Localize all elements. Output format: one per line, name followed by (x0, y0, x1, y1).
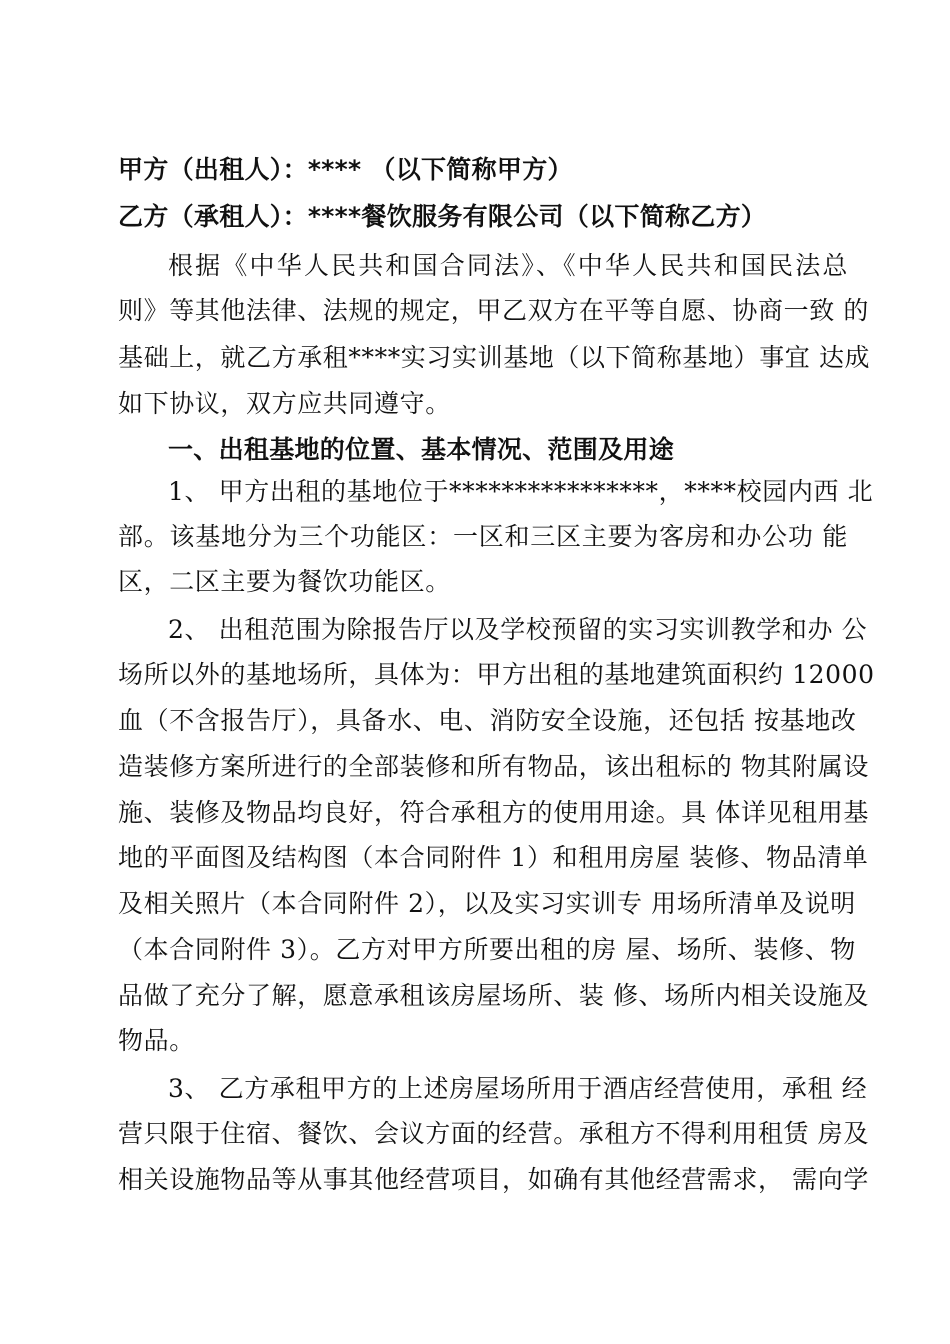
intro-line-3: 基础上，就乙方承租****实习实训基地（以下简称基地）事宜 达成 (118, 343, 871, 372)
item-2-line-2: 场所以外的基地场所，具体为：甲方出租的基地建筑面积约 12000 (118, 660, 875, 689)
item-2-line-5: 施、装修及物品均良好，符合承租方的使用用途。具 体详见租用基 (118, 798, 869, 827)
item-2-line-10: 物品。 (118, 1026, 195, 1055)
party-a-line: 甲方（出租人）：**** （以下简称甲方） (118, 155, 573, 184)
intro-line-2: 则》等其他法律、法规的规定，甲乙双方在平等自愿、协商一致 的 (118, 296, 869, 325)
intro-line-1: 根据《中华人民共和国合同法》、《中华人民共和国民法总 (168, 251, 848, 280)
item-2-line-6: 地的平面图及结构图（本合同附件 1）和租用房屋 装修、物品清单 (118, 843, 869, 872)
item-2-line-3: 血（不含报告厅），具备水、电、消防安全设施，还包括 按基地改 (118, 706, 857, 735)
party-b-line: 乙方（承租人）：****餐饮服务有限公司（以下简称乙方） (118, 202, 767, 231)
item-1-line-3: 区，二区主要为餐饮功能区。 (118, 567, 451, 596)
item-3-line-1: 3、 乙方承租甲方的上述房屋场所用于酒店经营使用，承租 经 (168, 1074, 868, 1103)
item-2-line-4: 造装修方案所进行的全部装修和所有物品，该出租标的 物其附属设 (118, 752, 869, 781)
item-2-line-9: 品做了充分了解，愿意承租该房屋场所、装 修、场所内相关设施及 (118, 981, 869, 1010)
item-2-line-8: （本合同附件 3）。乙方对甲方所要出租的房 屋、场所、装修、物 (118, 935, 856, 964)
item-3-line-3: 相关设施物品等从事其他经营项目，如确有其他经营需求， 需向学 (118, 1165, 869, 1194)
item-2-line-7: 及相关照片（本合同附件 2），以及实习实训专 用场所清单及说明 (118, 889, 856, 918)
item-3-line-2: 营只限于住宿、餐饮、会议方面的经营。承租方不得利用租赁 房及 (118, 1119, 869, 1148)
item-1-line-1: 1、 甲方出租的基地位于****************，****校园内西 北 (168, 477, 874, 506)
section-1-title: 一、出租基地的位置、基本情况、范围及用途 (168, 435, 675, 464)
item-1-line-2: 部。该基地分为三个功能区：一区和三区主要为客房和办公功 能 (118, 522, 848, 551)
item-2-line-1: 2、 出租范围为除报告厅以及学校预留的实习实训教学和办 公 (168, 615, 868, 644)
intro-line-4: 如下协议，双方应共同遵守。 (118, 389, 451, 418)
